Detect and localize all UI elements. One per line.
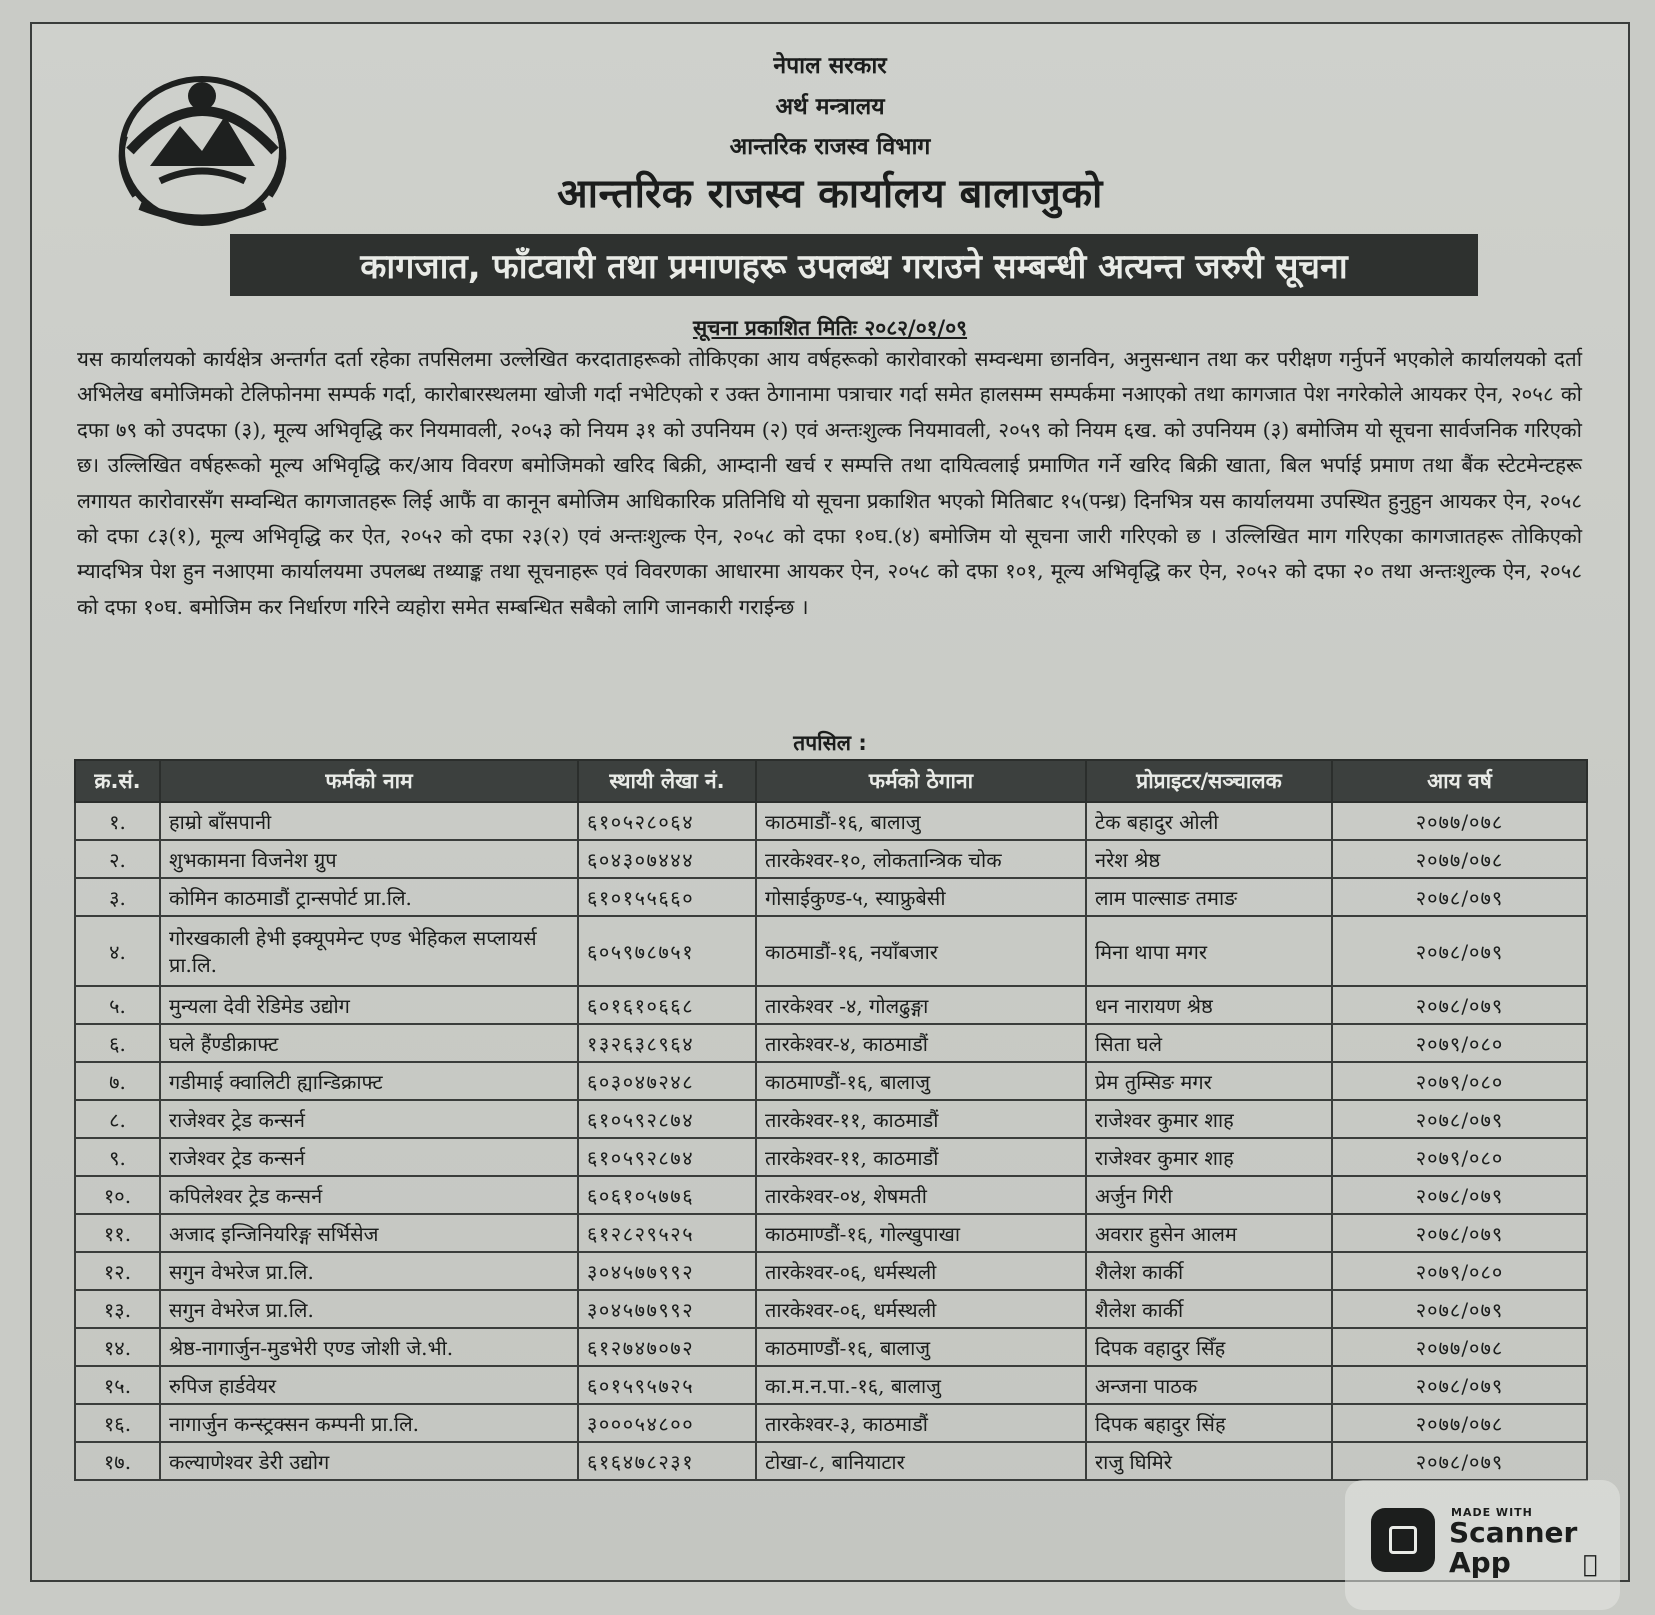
header-firm-name: फर्मको नाम (160, 760, 578, 802)
taxpayer-table (74, 759, 1588, 1481)
row-firm-name: श्रेष्ठ-नागार्जुन-मुडभेरी एण्ड जोशी जे.भी. (160, 1328, 578, 1366)
header-serial: क्र.सं. (75, 760, 160, 802)
table-row (75, 1290, 1587, 1328)
row-proprietor: राजु घिमिरे (1086, 1442, 1332, 1480)
row-proprietor: टेक बहादुर ओली (1086, 802, 1332, 840)
notice-sheet (30, 22, 1630, 1582)
row-serial: १७. (75, 1442, 160, 1480)
row-address: तारकेश्वर-३, काठमाडौं (756, 1404, 1086, 1442)
ministry-name: अर्थ मन्त्रालय (775, 94, 885, 120)
row-proprietor: अर्जुन गिरी (1086, 1176, 1332, 1214)
row-fiscal-year: २०७७/०७८ (1332, 1328, 1587, 1366)
table-header-row (75, 760, 1587, 802)
row-fiscal-year: २०७८/०७९ (1332, 1100, 1587, 1138)
row-pan: ६०४३०७४४४ (578, 840, 756, 878)
publication-date-text: सूचना प्रकाशित मितिः २०८२/०१/०९ (692, 316, 968, 340)
row-proprietor: धन नारायण श्रेष्ठ (1086, 986, 1332, 1024)
row-fiscal-year: २०७९/०८० (1332, 1252, 1587, 1290)
row-serial: १३. (75, 1290, 160, 1328)
row-proprietor: नरेश श्रेष्ठ (1086, 840, 1332, 878)
notice-body: यस कार्यालयको कार्यक्षेत्र अन्तर्गत दर्ता रहेका तपसिलमा उल्लेखित करदाताहरूको तोकिएका आय वर्षहरूको कारोवारको सम्वन्धमा छानविन, अनुसन्धान तथा कर परीक्षण गर्नुपर्ने भएकोले कार्यालयको दर्ता अभिलेख बमोजिमको टेलिफोनमा सम्पर्क गर्दा, कारोबारस्थलमा खोजी गर्दा नभेटिएको र उक्त ठेगानामा पत्राचार गर्दा समेत हालसम्म सम्पर्कमा नआएको तथा कागजात पेश नगरेकोले आयकर ऐन, २०५८ को दफा ७९ को उपदफा (३), मूल्य अभिवृद्धि कर नियमावली, २०५३ को नियम ३१ को उपनियम (२) एवं अन्तःशुल्क नियमावली, २०५९ को नियम ६ख. को उपनियम (३) बमोजिम यो सूचना सार्वजनिक गरिएको छ। उल्लिखित वर्षहरूको मूल्य अभिवृद्धि कर/आय विवरण बमोजिमको खरिद बिक्री, आम्दानी खर्च र सम्पत्ति तथा दायित्वलाई प्रमाणित गर्ने खरिद बिक्री खाता, बिल भर्पाई प्रमाण तथा बैंक स्टेटमेन्टहरू लगायत कारोवारसँग सम्वन्धित कागजातहरू लिई आफैं वा कानून बमोजिम आधिकारिक प्रतिनिधि यो सूचना प्रकाशित भएको मितिबाट १५(पन्ध्र) दिनभित्र यस कार्यालयमा उपस्थित हुनुहुन आयकर ऐन, २०५८ को दफा ८३(१), मूल्य अभिवृद्धि कर ऐत, २०५२ को दफा २३(२) एवं अन्तःशुल्क ऐन, २०५८ को दफा १०घ.(४) बमोजिम यो सूचना जारी गरिएको छ । उल्लिखित माग गरिएका कागजातहरू तोकिएको म्यादभित्र पेश हुन नआएमा कार्यालयमा उपलब्ध तथ्याङ्क तथा सूचनाहरू एवं विवरणका आधारमा आयकर ऐन, २०५८ को दफा १०१, मूल्य अभिवृद्धि कर ऐन, २०५२ को दफा २० तथा अन्तःशुल्क ऐन, २०५८ को दफा १०घ. बमोजिम कर निर्धारण गरिने व्यहोरा समेत सम्बन्धित सबैको लागि जानकारी गराईन्छ । (77, 347, 1582, 619)
row-address: तारकेश्वर -४, गोलढुङ्गा (756, 986, 1086, 1024)
row-proprietor: दिपक बहादुर सिंह (1086, 1404, 1332, 1442)
row-fiscal-year: २०७८/०७९ (1332, 1366, 1587, 1404)
row-address: काठमाण्डौं-१६, बालाजु (756, 1062, 1086, 1100)
row-serial: १२. (75, 1252, 160, 1290)
table-row (75, 986, 1587, 1024)
row-serial: ८. (75, 1100, 160, 1138)
row-fiscal-year: २०७८/०७९ (1332, 986, 1587, 1024)
row-fiscal-year: २०७९/०८० (1332, 1024, 1587, 1062)
row-serial: २. (75, 840, 160, 878)
row-address: गोसाईकुण्ड-५, स्याफ्रुबेसी (756, 878, 1086, 916)
row-serial: १५. (75, 1366, 160, 1404)
header-pan: स्थायी लेखा नं. (578, 760, 756, 802)
row-address: तारकेश्वर-४, काठमाडौं (756, 1024, 1086, 1062)
table-row (75, 1366, 1587, 1404)
row-fiscal-year: २०७८/०७९ (1332, 916, 1587, 986)
publication-date (32, 314, 1628, 342)
scanner-app-name: Scanner App (1449, 1516, 1578, 1579)
table-row (75, 840, 1587, 878)
header-address: फर्मको ठेगाना (756, 760, 1086, 802)
row-proprietor: मिना थापा मगर (1086, 916, 1332, 986)
row-pan: ६१०५९२८७४ (578, 1100, 756, 1138)
row-serial: ५. (75, 986, 160, 1024)
row-firm-name: गडीमाई क्वालिटी ह्यान्डिक्राफ्ट (160, 1062, 578, 1100)
row-firm-name: अजाद इन्जिनियरिङ्ग सर्भिसेज (160, 1214, 578, 1252)
table-row (75, 1328, 1587, 1366)
row-proprietor: प्रेम तुम्सिङ मगर (1086, 1062, 1332, 1100)
row-firm-name: राजेश्वर ट्रेड कन्सर्न (160, 1138, 578, 1176)
row-address: काठमाडौं-१६, नयाँबजार (756, 916, 1086, 986)
row-firm-name: हाम्रो बाँसपानी (160, 802, 578, 840)
row-proprietor: अवरार हुसेन आलम (1086, 1214, 1332, 1252)
row-proprietor: शैलेश कार्की (1086, 1252, 1332, 1290)
row-serial: ६. (75, 1024, 160, 1062)
row-address: काठमाण्डौं-१६, गोल्खुपाखा (756, 1214, 1086, 1252)
row-address: तारकेश्वर-०६, धर्मस्थली (756, 1252, 1086, 1290)
table-row (75, 1404, 1587, 1442)
row-pan: ६१०१५५६६० (578, 878, 756, 916)
scanner-app-badge (1345, 1480, 1620, 1610)
row-proprietor: राजेश्वर कुमार शाह (1086, 1100, 1332, 1138)
row-proprietor: सिता घले (1086, 1024, 1332, 1062)
table-row (75, 1214, 1587, 1252)
row-proprietor: लाम पाल्साङ तमाङ (1086, 878, 1332, 916)
made-with-label: MADE WITH (1451, 1506, 1533, 1519)
row-address: तारकेश्वर-११, काठमाडौं (756, 1100, 1086, 1138)
table-row (75, 916, 1587, 986)
row-pan: ६१०५९२८७४ (578, 1138, 756, 1176)
row-firm-name: राजेश्वर ट्रेड कन्सर्न (160, 1100, 578, 1138)
schedule-label: तपसिल : (793, 731, 867, 755)
row-fiscal-year: २०७८/०७९ (1332, 1442, 1587, 1480)
table-body (75, 802, 1587, 1480)
row-pan: ६०१६१०६६८ (578, 986, 756, 1024)
row-fiscal-year: २०७७/०७८ (1332, 1404, 1587, 1442)
row-firm-name: रुपिज हार्डवेयर (160, 1366, 578, 1404)
row-firm-name: कल्याणेश्वर डेरी उद्योग (160, 1442, 578, 1480)
department-name: आन्तरिक राजस्व विभाग (729, 134, 931, 160)
notice-banner-text: कागजात, फाँटवारी तथा प्रमाणहरू उपलब्ध गराउने सम्बन्धी अत्यन्त जरुरी सूचना (360, 247, 1348, 287)
scanner-app-icon (1371, 1508, 1435, 1572)
row-firm-name: शुभकामना विजनेश ग्रुप (160, 840, 578, 878)
row-serial: १. (75, 802, 160, 840)
row-address: टोखा-८, बानियाटार (756, 1442, 1086, 1480)
row-pan: ३०००५४८०० (578, 1404, 756, 1442)
row-pan: ३०४५७७९९२ (578, 1290, 756, 1328)
row-pan: ६१२८२९५२५ (578, 1214, 756, 1252)
table-row (75, 1442, 1587, 1480)
row-address: काठमाण्डौं-१६, बालाजु (756, 1328, 1086, 1366)
row-serial: ४. (75, 916, 160, 986)
notice-banner (230, 234, 1478, 296)
government-name: नेपाल सरकार (773, 53, 887, 79)
row-serial: ३. (75, 878, 160, 916)
row-pan: ६१०५२८०६४ (578, 802, 756, 840)
row-pan: ६०६१०५७७६ (578, 1176, 756, 1214)
row-fiscal-year: २०७८/०७९ (1332, 1176, 1587, 1214)
table-row (75, 1062, 1587, 1100)
row-proprietor: शैलेश कार्की (1086, 1290, 1332, 1328)
row-pan: ६०३०४७२४८ (578, 1062, 756, 1100)
row-address: तारकेश्वर-१०, लोकतान्त्रिक चोक (756, 840, 1086, 878)
row-proprietor: राजेश्वर कुमार शाह (1086, 1138, 1332, 1176)
row-serial: १०. (75, 1176, 160, 1214)
row-serial: ७. (75, 1062, 160, 1100)
header-fiscal-year: आय वर्ष (1332, 760, 1587, 802)
header-proprietor: प्रोप्राइटर/सञ्चालक (1086, 760, 1332, 802)
row-firm-name: सगुन वेभरेज प्रा.लि. (160, 1252, 578, 1290)
row-address: का.म.न.पा.-१६, बालाजु (756, 1366, 1086, 1404)
row-pan: ६१६४७८२३१ (578, 1442, 756, 1480)
row-address: तारकेश्वर-११, काठमाडौं (756, 1138, 1086, 1176)
table-row (75, 878, 1587, 916)
row-firm-name: कोमिन काठमाडौं ट्रान्सपोर्ट प्रा.लि. (160, 878, 578, 916)
row-serial: ९. (75, 1138, 160, 1176)
row-pan: १३२६३८९६४ (578, 1024, 756, 1062)
row-firm-name: गोरखकाली हेभी इक्यूपमेन्ट एण्ड भेहिकल सप्लायर्स प्रा.लि. (160, 916, 578, 986)
row-firm-name: कपिलेश्वर ट्रेड कन्सर्न (160, 1176, 578, 1214)
row-pan: ६०१५९५७२५ (578, 1366, 756, 1404)
row-fiscal-year: २०७९/०८० (1332, 1062, 1587, 1100)
row-firm-name: सगुन वेभरेज प्रा.लि. (160, 1290, 578, 1328)
row-fiscal-year: २०७८/०७९ (1332, 1290, 1587, 1328)
table-row (75, 1252, 1587, 1290)
table-row (75, 1138, 1587, 1176)
row-serial: ११. (75, 1214, 160, 1252)
row-serial: १४. (75, 1328, 160, 1366)
row-proprietor: दिपक वहादुर सिँह (1086, 1328, 1332, 1366)
row-address: काठमाडौं-१६, बालाजु (756, 802, 1086, 840)
apple-icon (1583, 1550, 1597, 1578)
table-row (75, 802, 1587, 840)
row-fiscal-year: २०७८/०७९ (1332, 878, 1587, 916)
row-fiscal-year: २०७७/०७८ (1332, 840, 1587, 878)
row-pan: ३०४५७७९९२ (578, 1252, 756, 1290)
row-pan: ६०५९७८७५१ (578, 916, 756, 986)
table-row (75, 1100, 1587, 1138)
office-title: आन्तरिक राजस्व कार्यालय बालाजुको (557, 171, 1103, 217)
row-address: तारकेश्वर-०६, धर्मस्थली (756, 1290, 1086, 1328)
table-row (75, 1024, 1587, 1062)
row-fiscal-year: २०७९/०८० (1332, 1138, 1587, 1176)
row-firm-name: मुन्यला देवी रेडिमेड उद्योग (160, 986, 578, 1024)
row-firm-name: घले हैंण्डीक्राफ्ट (160, 1024, 578, 1062)
table-row (75, 1176, 1587, 1214)
row-serial: १६. (75, 1404, 160, 1442)
row-address: तारकेश्वर-०४, शेषमती (756, 1176, 1086, 1214)
row-proprietor: अन्जना पाठक (1086, 1366, 1332, 1404)
row-fiscal-year: २०७७/०७८ (1332, 802, 1587, 840)
row-pan: ६१२७४७०७२ (578, 1328, 756, 1366)
row-firm-name: नागार्जुन कन्स्ट्रक्सन कम्पनी प्रा.लि. (160, 1404, 578, 1442)
row-fiscal-year: २०७८/०७९ (1332, 1214, 1587, 1252)
